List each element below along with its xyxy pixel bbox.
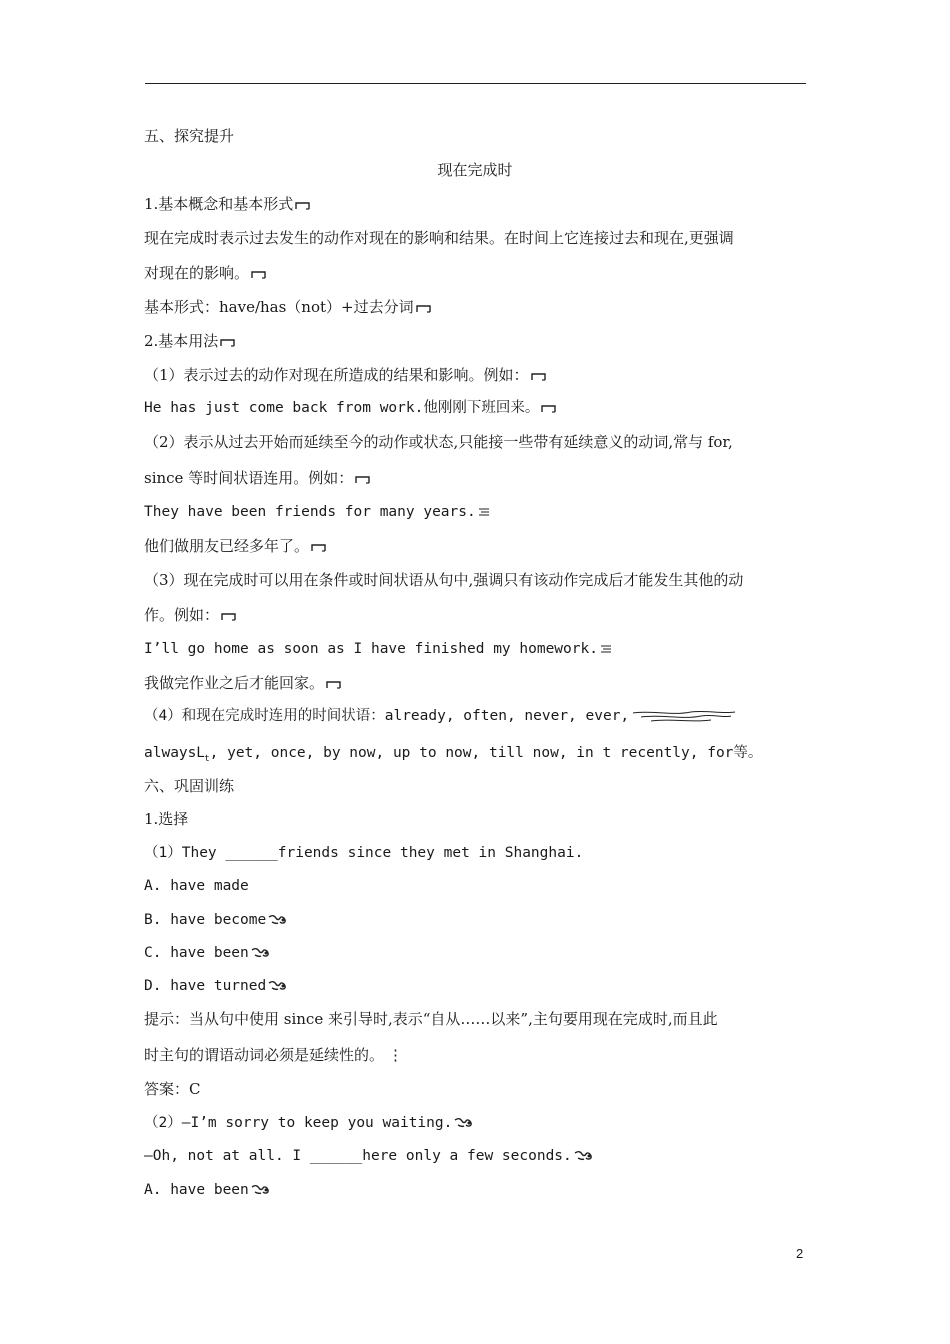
usage-3-text-b: 作。例如： <box>144 605 237 625</box>
scribble-icon <box>251 947 271 959</box>
usage-4-text-a: （4）和现在完成时连用的时间状语：already, often, never, ever, <box>144 706 737 726</box>
question-1-hint-a: 提示：当从句中使用 since 来引导时,表示“自从……以来”,主句要用现在完成时,而且此 <box>144 1010 718 1028</box>
usage-2-example-cn: 他们做朋友已经多年了。 <box>144 536 327 556</box>
question-1-option-b: B. have become <box>144 910 288 930</box>
eq-arrow-icon <box>478 507 490 517</box>
stray-sub-mark: t <box>204 753 210 764</box>
question-1-option-d: D. have turned <box>144 976 288 996</box>
usage-2-text-b: since 等时间状语连用。例如： <box>144 468 371 488</box>
return-arrow-icon <box>531 371 547 381</box>
return-arrow-icon <box>311 542 327 552</box>
question-1-stem: （1）They ______friends since they met in Shanghai. <box>144 845 584 861</box>
point-2-heading: 2.基本用法 <box>144 331 236 351</box>
question-2-stem-b: —Oh, not at all. I ______here only a few seconds. <box>144 1146 594 1166</box>
point-1-heading: 1.基本概念和基本形式 <box>144 194 311 214</box>
return-arrow-icon <box>355 474 371 484</box>
section-5-heading: 五、探究提升 <box>144 127 235 145</box>
usage-2-example-en: They have been friends for many years. <box>144 502 490 522</box>
question-2-stem-a: （2）—I’m sorry to keep you waiting. <box>144 1113 474 1133</box>
squiggle-icon <box>631 708 737 724</box>
point-1-form: 基本形式：have/has（not）+过去分词 <box>144 297 432 317</box>
return-arrow-icon <box>326 679 342 689</box>
usage-4-text-b: alwaysL$_t$, yet, once, by now, up to now, till now, in t recently, for等。 <box>144 745 763 764</box>
question-heading: 1.选择 <box>144 810 189 828</box>
usage-2-text-a: （2）表示从过去开始而延续至今的动作或状态,只能接一些带有延续意义的动词,常与 for, <box>144 433 733 451</box>
return-arrow-icon <box>220 337 236 347</box>
page-number: 2 <box>796 1246 804 1261</box>
return-arrow-icon <box>221 611 237 621</box>
usage-1-example: He has just come back from work.他刚刚下班回来。 <box>144 398 557 418</box>
stray-mark: L <box>196 745 205 761</box>
return-arrow-icon <box>541 403 557 413</box>
header-rule <box>145 83 806 84</box>
scribble-icon <box>268 980 288 992</box>
question-1-option-c: C. have been <box>144 943 271 963</box>
scribble-icon <box>454 1117 474 1129</box>
usage-3-example-en: I’ll go home as soon as I have finished my homework. <box>144 639 612 659</box>
scribble-icon <box>251 1184 271 1196</box>
point-1-text-b: 对现在的影响。 <box>144 263 267 283</box>
question-1-answer: 答案：C <box>144 1080 201 1098</box>
scribble-icon <box>268 914 288 926</box>
point-1-text-a: 现在完成时表示过去发生的动作对现在的影响和结果。在时间上它连接过去和现在,更强调 <box>144 229 734 247</box>
section-6-heading: 六、巩固训练 <box>144 777 235 795</box>
usage-3-text-a: （3）现在完成时可以用在条件或时间状语从句中,强调只有该动作完成后才能发生其他的动 <box>144 571 744 589</box>
question-2-option-a: A. have been <box>144 1180 271 1200</box>
usage-3-example-cn: 我做完作业之后才能回家。 <box>144 673 342 693</box>
return-arrow-icon <box>251 269 267 279</box>
scribble-icon <box>574 1150 594 1162</box>
dots-mark: ⋮ <box>388 1046 404 1064</box>
question-1-option-a: A. have made <box>144 878 249 894</box>
return-arrow-icon <box>295 200 311 210</box>
usage-1-text: （1）表示过去的动作对现在所造成的结果和影响。例如： <box>144 365 547 385</box>
question-1-hint-b: 时主句的谓语动词必须是延续性的。 ⋮ <box>144 1046 404 1064</box>
eq-arrow-icon <box>600 644 612 654</box>
section-5-title: 现在完成时 <box>437 161 513 179</box>
return-arrow-icon <box>416 303 432 313</box>
